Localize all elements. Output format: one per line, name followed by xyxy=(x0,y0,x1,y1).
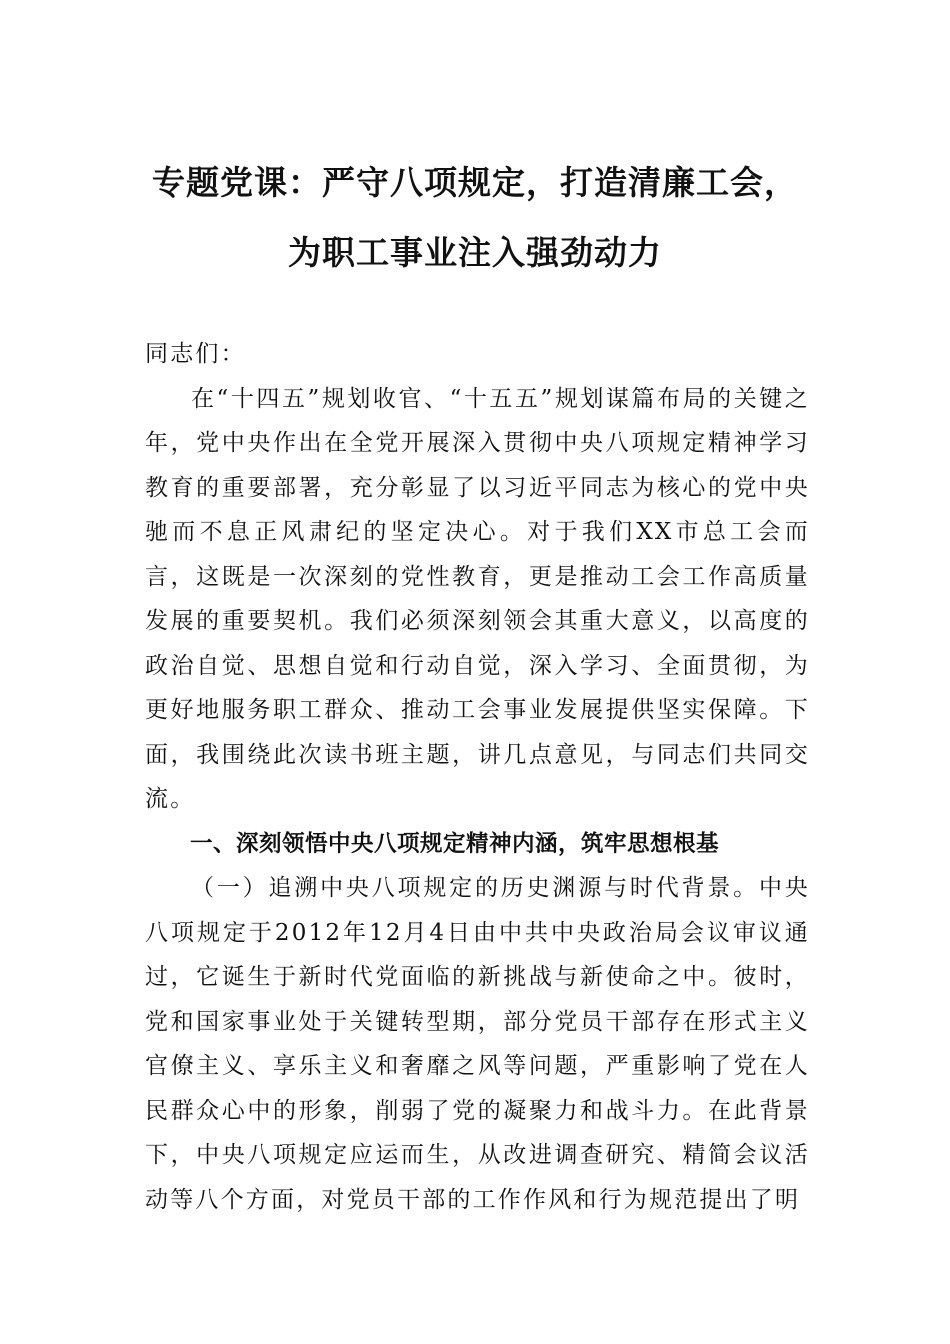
document-title-line-2: 为职工事业注入强劲动力 xyxy=(288,233,662,272)
document-body xyxy=(145,332,810,1222)
document-title-line-1: 专题党课：严守八项规定，打造清廉工会， xyxy=(152,163,798,202)
section-heading-1: 一、深刻领悟中央八项规定精神内涵，筑牢思想根基 xyxy=(190,830,720,857)
salutation: 同志们： xyxy=(145,341,246,367)
paragraph-intro: 在“十四五”规划收官、“十五五”规划谋篇布局的关键之年，党中央作出在全党开展深入贯彻中央八项规定精神学习教育的重要部署，充分彰显了以习近平同志为核心的党中央驰而不息正风肃纪的坚定决心。对于我们XX市总工会而言，这既是一次深刻的党性教育，更是推动工会工作高质量发展的重要契机。我们必须深刻领会其重大意义，以高度的政治自觉、思想自觉和行动自觉，深入学习、全面贯彻，为更好地服务职工群众、推动工会事业发展提供坚实保障。下面，我围绕此次读书班主题，讲几点意见，与同志们共同交流。 xyxy=(145,385,810,812)
paragraph-section-1-1: （一）追溯中央八项规定的历史渊源与时代背景。中央八项规定于2012年12月4日由中共中央政治局会议审议通过，它诞生于新时代党面临的新挑战与新使命之中。彼时，党和国家事业处于关键转型期，部分党员干部存在形式主义官僚主义、享乐主义和奢靡之风等问题，严重影响了党在人民群众心中的形象，削弱了党的凝聚力和战斗力。在此背景下，中央八项规定应运而生，从改进调查研究、精简会议活动等八个方面，对党员干部的工作作风和行为规范提出了明 xyxy=(145,875,810,1213)
